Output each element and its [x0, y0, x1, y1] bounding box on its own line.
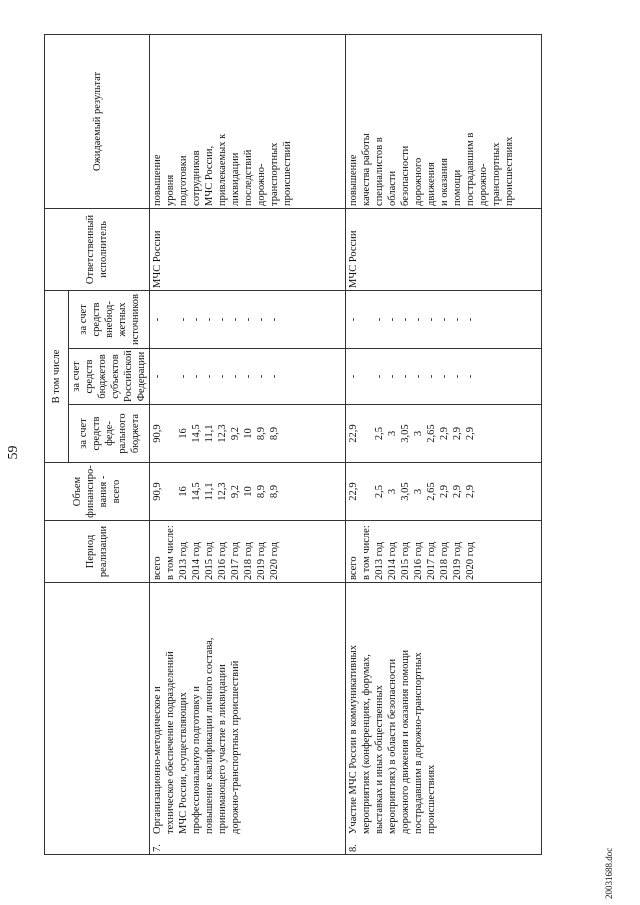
period-cell — [150, 521, 346, 583]
value: - — [465, 374, 476, 379]
value: - — [230, 317, 241, 322]
value: 3 — [387, 430, 398, 437]
row-number: 7. — [152, 844, 163, 852]
value: - — [439, 317, 450, 322]
period: 2015 год — [204, 542, 215, 580]
measure-line: пострадавшим в дорожно-транспортных — [413, 652, 424, 834]
value: - — [256, 374, 267, 379]
value: 2,9 — [465, 426, 476, 441]
executor-cell: МЧС России — [150, 208, 346, 290]
value: - — [152, 374, 163, 379]
result-line: ликвидации — [230, 152, 241, 206]
value: 8,9 — [269, 484, 280, 499]
measures-table — [44, 34, 542, 855]
value — [360, 407, 373, 460]
period: всего — [152, 556, 163, 580]
period: 2013 год — [374, 542, 385, 580]
value: 14,5 — [191, 482, 202, 501]
value: 12,3 — [217, 424, 228, 443]
result-line: и оказания — [439, 157, 450, 206]
value — [360, 465, 373, 518]
total-cell — [150, 463, 346, 521]
value: - — [400, 374, 411, 379]
value: 2,9 — [439, 484, 450, 499]
measure-line: дорожно-транспортных происшествий — [230, 660, 241, 834]
value: - — [413, 374, 424, 379]
value: - — [243, 374, 254, 379]
period: 2018 год — [439, 542, 450, 580]
value: 2,65 — [426, 424, 437, 443]
value: 3 — [387, 488, 398, 495]
value: - — [152, 317, 163, 322]
period: 2020 год — [269, 542, 280, 580]
value: 2,9 — [452, 426, 463, 441]
header-result: Ожидаемый результат — [45, 34, 150, 208]
measure-line: МЧС России, осуществляющих — [178, 692, 189, 834]
value: 9,2 — [230, 426, 241, 441]
value: - — [387, 317, 398, 322]
result-line: дорожно- — [478, 163, 489, 206]
value: 2,65 — [426, 482, 437, 501]
value: 16 — [178, 428, 189, 439]
value: - — [400, 317, 411, 322]
result-line: помощи — [452, 169, 463, 206]
value: 90,9 — [152, 482, 163, 501]
period: 2017 год — [426, 542, 437, 580]
value: 14,5 — [191, 424, 202, 443]
regional-cell — [150, 349, 346, 405]
value: 2,5 — [374, 484, 385, 499]
period: 2019 год — [452, 542, 463, 580]
value: - — [178, 374, 189, 379]
value: 12,3 — [217, 482, 228, 501]
value: - — [374, 317, 385, 322]
measure-line: Участие МЧС России в коммуникативных — [348, 645, 359, 834]
row-number: 8. — [348, 844, 359, 852]
federal-cell — [346, 405, 542, 463]
result-line: сотрудников — [191, 150, 202, 206]
value: 2,5 — [374, 426, 385, 441]
extra-cell — [346, 290, 542, 348]
measure-line: повышение квалификации личного состава, — [204, 637, 215, 834]
header-total: Объем финансиро-вания - всего — [45, 463, 150, 521]
value: - — [230, 374, 241, 379]
result-line: транспортных — [269, 142, 280, 206]
value: 2,9 — [439, 426, 450, 441]
header-measure — [45, 583, 150, 855]
value: 90,9 — [152, 424, 163, 443]
value — [164, 465, 177, 518]
result-line: привлекаемых к — [217, 133, 228, 206]
measure-cell — [346, 583, 542, 855]
measure-line: принимающего участие в ликвидации — [217, 664, 228, 834]
value: 11,1 — [204, 482, 215, 501]
value: 2,9 — [465, 484, 476, 499]
value: 16 — [178, 486, 189, 497]
value: - — [452, 317, 463, 322]
result-line: МЧС России, — [204, 145, 215, 206]
regional-cell — [346, 349, 542, 405]
value: 3 — [413, 488, 424, 495]
result-line: безопасности — [400, 145, 411, 206]
period: 2016 год — [217, 542, 228, 580]
value: - — [217, 317, 228, 322]
period: 2020 год — [465, 542, 476, 580]
result-line: происшествий — [282, 141, 293, 206]
value: 8,9 — [269, 426, 280, 441]
result-line: транспортных — [491, 142, 502, 206]
value: - — [348, 317, 359, 322]
measure-line: происшествиях — [426, 764, 437, 834]
result-line: происшествиях — [504, 136, 515, 206]
value: - — [204, 317, 215, 322]
result-line: дорожно- — [256, 163, 267, 206]
period: 2019 год — [256, 542, 267, 580]
measure-line: выставках и иных общественных — [374, 685, 385, 834]
value: 8,9 — [256, 426, 267, 441]
result-line: повышение — [348, 154, 359, 206]
period: 2015 год — [400, 542, 411, 580]
value: - — [217, 374, 228, 379]
value: - — [374, 374, 385, 379]
document-id: 20031688.doc — [604, 847, 614, 899]
value: - — [191, 317, 202, 322]
value: 22,9 — [348, 424, 359, 443]
federal-cell — [150, 405, 346, 463]
measure-line: техническое обеспечение подразделений — [165, 651, 176, 834]
value: 2,9 — [452, 484, 463, 499]
value — [164, 407, 177, 460]
value: 22,9 — [348, 482, 359, 501]
value: 11,1 — [204, 424, 215, 443]
result-line: пострадавшим в — [465, 132, 476, 206]
value: 10 — [243, 428, 254, 439]
result-line: движения — [426, 162, 437, 206]
value: - — [256, 317, 267, 322]
table-row-8 — [346, 34, 542, 854]
value: - — [426, 374, 437, 379]
value: 10 — [243, 486, 254, 497]
header-executor: Ответственный исполнитель — [45, 208, 150, 290]
value — [164, 351, 177, 402]
result-line: повышение — [152, 154, 163, 206]
result-cell — [150, 34, 346, 208]
header-in-that-number: В том числе — [45, 290, 69, 462]
executor-cell: МЧС России — [346, 208, 542, 290]
total-cell — [346, 463, 542, 521]
value: - — [439, 374, 450, 379]
value: - — [348, 374, 359, 379]
result-line: уровня — [165, 174, 176, 206]
value: - — [191, 374, 202, 379]
measure-line: Организационно-методическое и — [152, 686, 163, 834]
extra-cell — [150, 290, 346, 348]
measure-line: профессиональную подготовку и — [191, 686, 202, 834]
value: - — [452, 374, 463, 379]
result-line: качества работы — [361, 133, 372, 206]
period: 2018 год — [243, 542, 254, 580]
value: - — [243, 317, 254, 322]
value: - — [387, 374, 398, 379]
period: 2017 год — [230, 542, 241, 580]
value: 3,05 — [400, 482, 411, 501]
value: - — [178, 317, 189, 322]
result-line: последствий — [243, 149, 254, 206]
value: 3,05 — [400, 424, 411, 443]
period: 2014 год — [191, 542, 202, 580]
result-cell — [346, 34, 542, 208]
value: - — [269, 374, 280, 379]
value: 8,9 — [256, 484, 267, 499]
period: в том числе: — [165, 525, 176, 580]
period: всего — [348, 556, 359, 580]
value — [360, 293, 373, 346]
header-period: Период реализации — [45, 521, 150, 583]
value — [164, 293, 177, 346]
page-number: 59 — [6, 445, 21, 460]
result-line: подготовки — [178, 155, 189, 206]
measure-line: дорожного движения и оказания помощи — [400, 649, 411, 834]
value: - — [426, 317, 437, 322]
value: - — [465, 317, 476, 322]
value: - — [204, 374, 215, 379]
result-line: дорожного — [413, 157, 424, 206]
table-row-7 — [150, 34, 346, 854]
period: 2016 год — [413, 542, 424, 580]
value: - — [269, 317, 280, 322]
value: - — [413, 317, 424, 322]
result-line: области — [387, 170, 398, 206]
period: 2013 год — [178, 542, 189, 580]
header-federal: за счет средств феде-рального бюджета — [69, 405, 150, 463]
measure-cell — [150, 583, 346, 855]
header-extra: за счет средств внебюд-жетных источников — [69, 290, 150, 348]
period-cell — [346, 521, 542, 583]
value: 9,2 — [230, 484, 241, 499]
result-line: специалистов в — [374, 137, 385, 206]
header-regional: за счет средств бюджетов субъектов Российской Федерации — [69, 349, 150, 405]
value — [360, 351, 373, 402]
measure-line: мероприятиях) в области безопасности — [387, 658, 398, 834]
measure-line: мероприятиях (конференциях, форумах, — [361, 654, 372, 834]
period: 2014 год — [387, 542, 398, 580]
period: в том числе: — [361, 525, 372, 580]
value: 3 — [413, 430, 424, 437]
